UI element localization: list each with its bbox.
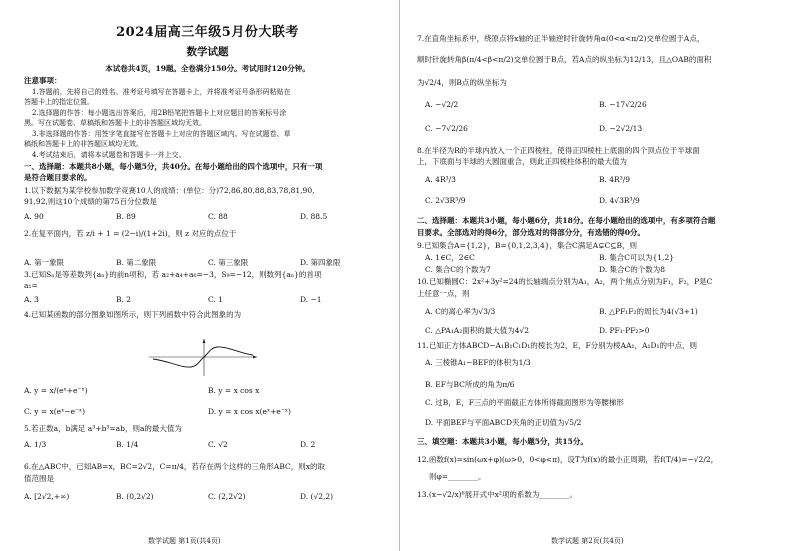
question-4: 4.已知某函数的部分图象如图所示，则下列函数中符合此图象的为 xyxy=(24,310,242,319)
note-1a: 1.答题前，先将自己的姓名、准考证号填写在答题卡上，并将准考证号条形码粘贴在 xyxy=(32,88,291,96)
question-1-cont: 91,92,则这10个成绩的第75百分位数是 xyxy=(24,197,157,206)
q1-option-a: A. 90 xyxy=(24,212,44,221)
question-7-cont2: 为√2/4，则B点的纵坐标为 xyxy=(417,78,507,87)
note-3a: 3.非选择题的作答：用签字笔直接写在答题卡上对应的答题区域内。写在试题卷、草 xyxy=(32,130,291,138)
question-2: 2.在复平面内，若 z/i + 1 = (2−i)/(1+2i)，则 z 对应的点位于 xyxy=(24,229,237,238)
q4-option-c: C. y = x(eˣ−e⁻ˣ) xyxy=(24,407,86,416)
q10-option-b: B. △PF₁F₂的周长为4(√3+1) xyxy=(599,307,698,316)
note-4: 4.考试结束后，请将本试题卷和答题卡一并上交。 xyxy=(32,151,186,159)
q4-option-a: A. y = x/(eˣ+e⁻ˣ) xyxy=(24,386,88,395)
q5-option-b: B. 1/4 xyxy=(116,440,139,449)
question-6-cont: 值范围是 xyxy=(24,474,54,483)
q1-option-b: B. 89 xyxy=(116,212,136,221)
q9-option-d: D. 集合C的个数为8 xyxy=(599,265,666,274)
section-3-heading: 三、填空题：本题共3小题，每小题5分，共15分。 xyxy=(417,437,588,446)
question-10: 10.已知椭圆C：2x²+3y²=24的长轴端点分别为A₁，A₂，两个焦点分别为F₁，F₂，P是C xyxy=(417,277,713,286)
section-2-heading: 二、选择题：本题共3小题，每小题6分，共18分。在每小题给出的选项中，有多项符合题 xyxy=(417,216,716,225)
page-divider xyxy=(399,0,400,551)
q4-function-graph xyxy=(149,338,259,376)
q5-option-a: A. 1/3 xyxy=(24,440,47,449)
q7-option-d: D. −2√2/13 xyxy=(599,124,643,133)
q2-option-d: D. 第四象限 xyxy=(300,258,341,267)
q2-option-b: B. 第二象限 xyxy=(116,258,157,267)
q9-option-b: B. 集合C可以为{1,2} xyxy=(599,253,674,262)
exam-info: 本试卷共4页，19题。全卷满分150分。考试用时120分钟。 xyxy=(105,64,310,73)
q4-option-d: D. y = x cos x(eˣ+e⁻ˣ) xyxy=(208,407,291,416)
exam-page-2 xyxy=(401,0,794,551)
page-1-footer: 数学试题 第1页(共4页) xyxy=(148,537,221,545)
q10-option-c: C. △PA₁A₂面积的最大值为4√2 xyxy=(425,326,530,335)
question-13: 13.(x−√2/x)⁶展开式中x²项的系数为________。 xyxy=(417,490,577,499)
question-5: 5.若正数a，b满足 a³+b³=ab，则a的最大值为 xyxy=(24,424,182,433)
q1-option-d: D. 88.5 xyxy=(300,212,328,221)
question-6: 6.在△ABC中，已知AB=x，BC=2√2，C=π/4，若存在两个这样的三角形ABC，则x的取 xyxy=(24,462,325,471)
question-8-cont: 上，下底面与半球的大圆面重合，则此正四棱柱体积的最大值为 xyxy=(417,157,627,166)
question-3-cont: a₁= xyxy=(24,281,38,290)
q8-option-a: A. 4R³/3 xyxy=(425,175,456,184)
q11-option-a: A. 三棱锥A₁−BEF的体积为1/3 xyxy=(425,358,531,367)
q8-option-c: C. 2√3R³/9 xyxy=(425,196,466,205)
q3-option-d: D. −1 xyxy=(300,295,322,304)
q5-option-c: C. √2 xyxy=(208,440,228,449)
q6-option-b: B. (0,2√2) xyxy=(116,492,154,501)
question-7-cont: 顺时针旋转角β(π/4<β<π/2)交单位圆于B点，若A点的纵坐标为12/13，且△OAB的面积 xyxy=(417,55,712,64)
q10-option-a: A. C的离心率为√3/3 xyxy=(425,307,496,316)
question-3: 3.已知Sₙ是等差数列{aₙ}的前n项和，若 a₂+a₄+a₆=−3，S₉=−12，则数列{aₙ}的首项 xyxy=(24,270,322,279)
exam-title: 2024届高三年级5月份大联考 xyxy=(116,25,299,40)
question-12: 12.函数f(x)=sin(ωx+φ)(ω>0，0<φ<π)，设T为f(x)的最小正周期，若f(T/4)=−√2/2， xyxy=(417,455,719,464)
q11-option-b: B. EF与BC所成的角为π/6 xyxy=(425,380,515,389)
q2-option-a: A. 第一象限 xyxy=(24,258,65,267)
q10-option-d: D. PF₁·PF₂>0 xyxy=(599,326,650,335)
question-9: 9.已知集合A={1,2}，B={0,1,2,3,4}，集合C满足A⊊C⊆B，则 xyxy=(417,241,638,250)
x-axis-arrow xyxy=(253,356,257,359)
notes-heading: 注意事项： xyxy=(24,76,62,85)
q7-option-b: B. −17√2/26 xyxy=(599,100,647,109)
section-1-heading: 一、选择题：本题共8小题，每小题5分，共40分。在每小题给出的四个选项中，只有一项 xyxy=(24,162,323,171)
q8-option-d: D. 4√3R³/9 xyxy=(599,196,640,205)
note-2b: 黑。写在试题卷、草稿纸和答题卡上的非答题区域均无效。 xyxy=(24,119,206,127)
q3-option-a: A. 3 xyxy=(24,295,39,304)
q8-option-b: B. 4R³/9 xyxy=(599,175,631,184)
q2-option-c: C. 第三象限 xyxy=(208,258,249,267)
q7-option-c: C. −7√2/26 xyxy=(425,124,468,133)
section-1-heading-cont: 是符合题目要求的。 xyxy=(24,173,92,182)
question-12-cont: 则φ=________。 xyxy=(429,472,486,481)
q11-option-c: C. 过B，E，F三点的平面截正方体所得截面图形为等腰梯形 xyxy=(425,398,624,407)
q3-option-b: B. 2 xyxy=(116,295,132,304)
exam-subtitle: 数学试题 xyxy=(186,46,229,58)
page-2-footer: 数学试题 第2页(共4页) xyxy=(551,537,624,545)
q9-option-a: A. 1∈C，2∈C xyxy=(425,253,475,262)
q11-option-d: D. 平面BEF与平面ABCD夹角的正切值为√5/2 xyxy=(425,418,582,427)
q6-option-c: C. (2,2√2) xyxy=(208,492,246,501)
question-10-cont: 上任意一点，则 xyxy=(417,289,470,298)
question-8: 8.在半径为R的半球内放入一个正四棱柱，使得正四棱柱上底面的四个顶点位于半球面 xyxy=(417,146,700,155)
q7-option-a: A. −√2/2 xyxy=(425,100,459,109)
q6-option-d: D. (√2,2) xyxy=(300,492,334,501)
q4-option-b: B. y = x cos x xyxy=(208,386,260,395)
question-1: 1.以下数据为某学校参加数学竞赛10人的成绩：(单位：分)72,86,80,88,83,78,81,90, xyxy=(24,186,315,195)
y-axis-arrow xyxy=(203,339,206,343)
note-3b: 稿纸和答题卡上的非答题区域均无效。 xyxy=(24,140,143,148)
note-1b: 答题卡上的指定位置。 xyxy=(24,98,94,106)
q6-option-a: A. [2√2,+∞) xyxy=(24,492,70,501)
note-2a: 2.选择题的作答：每小题选出答案后，用2B铅笔把答题卡上对应题目的答案标号涂 xyxy=(32,109,287,117)
section-2-heading-cont: 目要求。全部选对的得6分，部分选对的得部分分，有选错的得0分。 xyxy=(417,228,645,237)
q1-option-c: C. 88 xyxy=(208,212,228,221)
q5-option-d: D. 2 xyxy=(300,440,316,449)
q3-option-c: C. 1 xyxy=(208,295,224,304)
q9-option-c: C. 集合C的个数为7 xyxy=(425,265,491,274)
question-7: 7.在直角坐标系中，绕原点将x轴的正半轴逆时针旋转角α(0<α<π/2)交单位圆于A点， xyxy=(417,34,705,43)
question-11: 11.已知正方体ABCD−A₁B₁C₁D₁的棱长为2，E，F分别为棱AA₁，A₁D₁的中点，则 xyxy=(417,341,697,350)
